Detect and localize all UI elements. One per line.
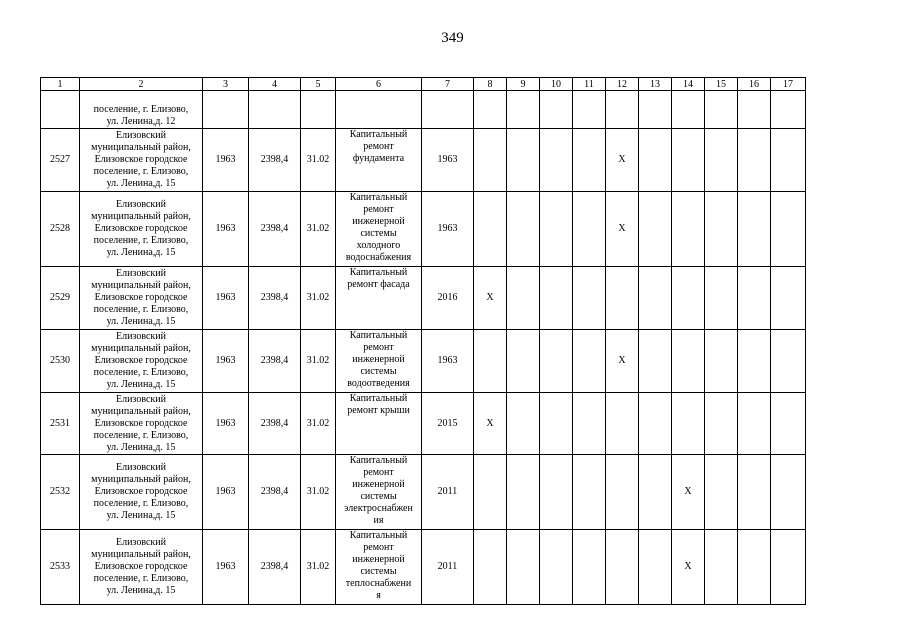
plan-year: 1963	[422, 129, 474, 192]
empty-cell	[771, 393, 806, 455]
empty-cell	[336, 91, 422, 129]
empty-cell	[540, 455, 573, 530]
work-line: теплоснабжени	[345, 578, 412, 589]
empty-cell	[474, 455, 507, 530]
area: 2398,4	[249, 330, 301, 393]
empty-cell	[672, 393, 705, 455]
table-row	[41, 129, 806, 192]
table-row	[41, 192, 806, 267]
row-number: 2531	[41, 393, 80, 455]
column-header: 14	[672, 78, 705, 91]
build-year: 1963	[203, 192, 249, 267]
column-header: 16	[738, 78, 771, 91]
table-row	[41, 267, 806, 330]
table-row	[41, 330, 806, 393]
address-line: Елизовское городское	[94, 561, 188, 572]
work-line: Капитальный	[349, 192, 408, 203]
empty-cell	[672, 330, 705, 393]
address-line: муниципальный район,	[91, 343, 191, 354]
plan-year: 2011	[422, 455, 474, 530]
empty-cell	[606, 455, 639, 530]
work-line: инженерной	[352, 216, 405, 227]
column-header: 6	[336, 78, 422, 91]
address-line: Елизовское городское	[94, 417, 188, 429]
empty-cell	[507, 129, 540, 192]
address-cell	[80, 393, 203, 455]
empty-cell	[639, 393, 672, 455]
address-line: ул. Ленина,д. 15	[106, 441, 176, 453]
continuation-row	[41, 91, 806, 129]
address-line: ул. Ленина,д. 15	[106, 379, 176, 390]
empty-cell	[771, 129, 806, 192]
work-line: водоснабжения	[345, 252, 412, 263]
empty-cell	[705, 192, 738, 267]
empty-cell	[474, 192, 507, 267]
empty-cell	[705, 330, 738, 393]
row-number: 2528	[41, 192, 80, 267]
empty-cell	[705, 91, 738, 129]
build-year: 1963	[203, 455, 249, 530]
code: 31.02	[301, 330, 336, 393]
address-line: Елизовский	[115, 331, 166, 342]
empty-cell	[705, 267, 738, 330]
address-cell	[80, 330, 203, 393]
empty-cell	[738, 267, 771, 330]
empty-cell	[249, 91, 301, 129]
plan-year: 2011	[422, 530, 474, 605]
build-year: 1963	[203, 129, 249, 192]
work-line: ремонт	[363, 141, 394, 152]
empty-cell	[474, 91, 507, 129]
column-header: 8	[474, 78, 507, 91]
column-header: 11	[573, 78, 606, 91]
empty-cell	[705, 393, 738, 455]
empty-cell	[738, 91, 771, 129]
address-line: Елизовское городское	[94, 292, 188, 303]
mark-x: X	[474, 267, 507, 330]
empty-cell	[672, 192, 705, 267]
empty-cell	[573, 91, 606, 129]
empty-cell	[540, 267, 573, 330]
empty-cell	[573, 192, 606, 267]
empty-cell	[639, 192, 672, 267]
empty-cell	[771, 530, 806, 605]
empty-cell	[474, 330, 507, 393]
build-year: 1963	[203, 267, 249, 330]
work-type	[336, 330, 422, 393]
work-type	[336, 393, 422, 455]
column-header: 17	[771, 78, 806, 91]
code: 31.02	[301, 393, 336, 455]
empty-cell	[507, 530, 540, 605]
empty-cell	[507, 91, 540, 129]
area: 2398,4	[249, 192, 301, 267]
address-line: Елизовское городское	[94, 223, 188, 234]
plan-year: 1963	[422, 192, 474, 267]
address-line: Елизовское городское	[94, 355, 188, 366]
address-line: ул. Ленина,д. 12	[106, 116, 176, 127]
column-header: 7	[422, 78, 474, 91]
address-line: муниципальный район,	[91, 549, 191, 560]
work-line: ремонт	[363, 342, 394, 353]
empty-cell	[738, 455, 771, 530]
column-header: 10	[540, 78, 573, 91]
mark-x: X	[474, 393, 507, 455]
empty-cell	[771, 455, 806, 530]
empty-cell	[507, 267, 540, 330]
area: 2398,4	[249, 129, 301, 192]
work-line: ремонт	[363, 467, 394, 478]
work-type	[336, 192, 422, 267]
work-line: ремонт	[363, 204, 394, 215]
address-line: муниципальный район,	[91, 280, 191, 291]
empty-cell	[41, 91, 80, 129]
work-type	[336, 530, 422, 605]
empty-cell	[573, 330, 606, 393]
work-line: я	[376, 590, 381, 601]
address-cell	[80, 91, 203, 129]
empty-cell	[422, 91, 474, 129]
capital-repair-table	[40, 77, 806, 605]
address-line: ул. Ленина,д. 15	[106, 316, 176, 327]
address-line: Елизовский	[115, 393, 166, 405]
work-type	[336, 129, 422, 192]
address-line: Елизовский	[115, 462, 166, 473]
empty-cell	[606, 267, 639, 330]
address-line: муниципальный район,	[91, 405, 191, 417]
address-line: Елизовский	[115, 130, 166, 141]
column-header: 13	[639, 78, 672, 91]
address-cell	[80, 192, 203, 267]
work-line: Капитальный	[349, 330, 408, 341]
work-line: Капитальный	[349, 267, 408, 278]
empty-cell	[639, 267, 672, 330]
area: 2398,4	[249, 455, 301, 530]
address-line: Елизовское городское	[94, 154, 188, 165]
plan-year: 2015	[422, 393, 474, 455]
empty-cell	[771, 192, 806, 267]
empty-cell	[540, 129, 573, 192]
area: 2398,4	[249, 267, 301, 330]
empty-cell	[606, 91, 639, 129]
mark-x: X	[672, 530, 705, 605]
address-line: ул. Ленина,д. 15	[106, 585, 176, 596]
empty-cell	[573, 267, 606, 330]
area: 2398,4	[249, 393, 301, 455]
empty-cell	[606, 530, 639, 605]
work-type	[336, 267, 422, 330]
column-header: 2	[80, 78, 203, 91]
empty-cell	[705, 455, 738, 530]
address-line: муниципальный район,	[91, 142, 191, 153]
address-line: Елизовский	[115, 268, 166, 279]
column-header: 1	[41, 78, 80, 91]
work-line: системы	[360, 491, 397, 502]
empty-cell	[705, 530, 738, 605]
work-line: электроснабжен	[344, 503, 413, 514]
empty-cell	[771, 330, 806, 393]
work-type	[336, 455, 422, 530]
empty-cell	[540, 393, 573, 455]
table-row	[41, 393, 806, 455]
work-line: Капитальный	[349, 393, 408, 404]
row-number: 2527	[41, 129, 80, 192]
empty-cell	[672, 267, 705, 330]
empty-cell	[672, 91, 705, 129]
work-line: ремонт крыши	[347, 405, 410, 416]
empty-cell	[301, 91, 336, 129]
address-line: поселение, г. Елизово,	[93, 573, 189, 584]
empty-cell	[573, 455, 606, 530]
empty-cell	[639, 530, 672, 605]
column-header: 9	[507, 78, 540, 91]
header-row	[41, 78, 806, 91]
empty-cell	[540, 330, 573, 393]
area: 2398,4	[249, 530, 301, 605]
empty-cell	[474, 129, 507, 192]
empty-cell	[672, 129, 705, 192]
empty-cell	[738, 330, 771, 393]
work-line: Капитальный	[349, 530, 408, 541]
empty-cell	[573, 530, 606, 605]
table-row	[41, 530, 806, 605]
empty-cell	[639, 455, 672, 530]
code: 31.02	[301, 530, 336, 605]
address-cell	[80, 530, 203, 605]
address-line: муниципальный район,	[91, 211, 191, 222]
column-header: 3	[203, 78, 249, 91]
work-line: инженерной	[352, 354, 405, 365]
work-line: Капитальный	[349, 455, 408, 466]
column-header: 12	[606, 78, 639, 91]
empty-cell	[507, 330, 540, 393]
page-number: 349	[441, 30, 464, 46]
table-body	[41, 78, 806, 605]
work-line: водоотведения	[347, 378, 410, 389]
address-line: муниципальный район,	[91, 474, 191, 485]
build-year: 1963	[203, 530, 249, 605]
address-line: поселение, г. Елизово,	[93, 429, 189, 441]
empty-cell	[606, 393, 639, 455]
empty-cell	[540, 530, 573, 605]
empty-cell	[203, 91, 249, 129]
plan-year: 2016	[422, 267, 474, 330]
address-line: поселение, г. Елизово,	[93, 104, 189, 115]
address-line: Елизовский	[115, 537, 166, 548]
address-line: Елизовское городское	[94, 486, 188, 497]
empty-cell	[573, 393, 606, 455]
code: 31.02	[301, 267, 336, 330]
empty-cell	[738, 530, 771, 605]
work-line: холодного	[356, 240, 401, 251]
address-line: ул. Ленина,д. 15	[106, 178, 176, 189]
address-line: поселение, г. Елизово,	[93, 367, 189, 378]
work-line: ремонт	[363, 542, 394, 553]
work-line: инженерной	[352, 554, 405, 565]
work-line: системы	[360, 566, 397, 577]
empty-cell	[771, 91, 806, 129]
address-cell	[80, 267, 203, 330]
build-year: 1963	[203, 330, 249, 393]
table-row	[41, 455, 806, 530]
empty-cell	[639, 129, 672, 192]
mark-x: X	[672, 455, 705, 530]
address-line: поселение, г. Елизово,	[93, 498, 189, 509]
column-header: 5	[301, 78, 336, 91]
address-line: Елизовский	[115, 199, 166, 210]
work-line: ия	[373, 515, 384, 526]
work-line: фундамента	[352, 153, 405, 164]
row-number: 2529	[41, 267, 80, 330]
empty-cell	[507, 455, 540, 530]
address-line: ул. Ленина,д. 15	[106, 247, 176, 258]
row-number: 2530	[41, 330, 80, 393]
row-number: 2533	[41, 530, 80, 605]
empty-cell	[474, 530, 507, 605]
address-line: ул. Ленина,д. 15	[106, 510, 176, 521]
work-line: Капитальный	[349, 129, 408, 140]
plan-year: 1963	[422, 330, 474, 393]
empty-cell	[738, 129, 771, 192]
empty-cell	[738, 192, 771, 267]
code: 31.02	[301, 192, 336, 267]
column-header: 15	[705, 78, 738, 91]
empty-cell	[639, 330, 672, 393]
address-cell	[80, 455, 203, 530]
empty-cell	[738, 393, 771, 455]
work-line: системы	[360, 228, 397, 239]
address-cell	[80, 129, 203, 192]
mark-x: X	[606, 192, 639, 267]
empty-cell	[705, 129, 738, 192]
empty-cell	[507, 393, 540, 455]
address-line: поселение, г. Елизово,	[93, 166, 189, 177]
mark-x: X	[606, 129, 639, 192]
empty-cell	[507, 192, 540, 267]
work-line: инженерной	[352, 479, 405, 490]
empty-cell	[540, 192, 573, 267]
empty-cell	[540, 91, 573, 129]
column-header: 4	[249, 78, 301, 91]
empty-cell	[771, 267, 806, 330]
work-line: системы	[360, 366, 397, 377]
address-line: поселение, г. Елизово,	[93, 304, 189, 315]
build-year: 1963	[203, 393, 249, 455]
code: 31.02	[301, 129, 336, 192]
empty-cell	[573, 129, 606, 192]
code: 31.02	[301, 455, 336, 530]
empty-cell	[639, 91, 672, 129]
work-line: ремонт фасада	[347, 279, 410, 290]
address-line: поселение, г. Елизово,	[93, 235, 189, 246]
mark-x: X	[606, 330, 639, 393]
row-number: 2532	[41, 455, 80, 530]
